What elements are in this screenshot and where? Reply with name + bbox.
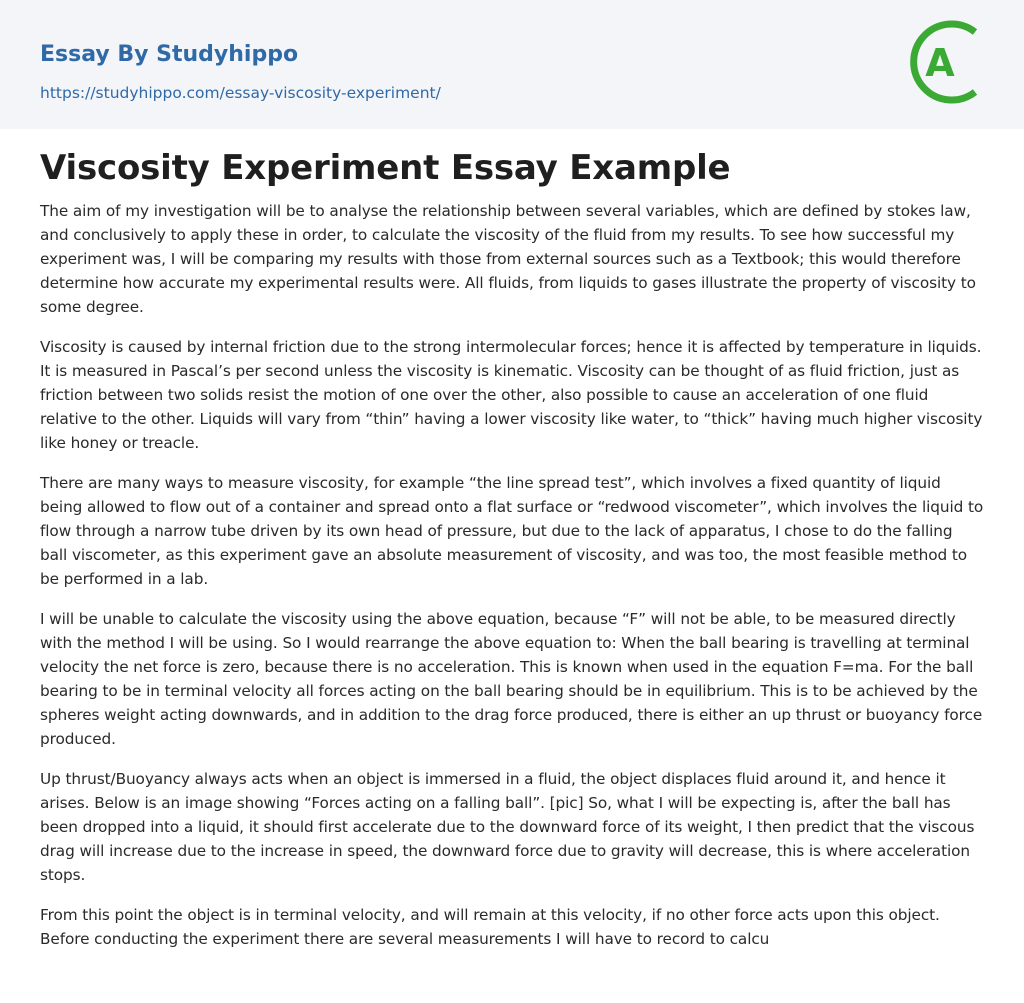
essay-url-link[interactable]: https://studyhippo.com/essay-viscosity-experiment/	[40, 84, 441, 102]
paragraph: From this point the object is in terminal velocity, and will remain at this velocity, if no other force acts upon this object. Before conducting the experiment there are several measurements I will have to record to calcu	[40, 906, 940, 948]
paragraph: Viscosity is caused by internal friction due to the strong intermolecular forces; hence it is affected by temperature in liquids. It is measured in Pascal’s per second unless the viscosity is kinematic. Viscosity can be thought of as fluid friction, just as friction between two solids resist the motion of one over the other, also possible to cause an acceleration of one fluid relative to the other. Liquids will vary from “thin” having a lower viscosity like water, to “thick” having much higher viscosity like honey or treacle.	[40, 338, 983, 452]
paragraph: The aim of my investigation will be to analyse the relationship between several variables, which are defined by stokes law, and conclusively to apply these in order, to calculate the viscosity of the fluid from my results. To see how successful my experiment was, I will be comparing my results with those from external sources such as a Textbook; this would therefore determine how accurate my experimental results were. All fluids, from liquids to gases illustrate the property of viscosity to some degree.	[40, 202, 976, 316]
site-title[interactable]: Essay By Studyhippo	[40, 42, 299, 67]
page-title: Viscosity Experiment Essay Example	[40, 148, 731, 188]
article-content	[40, 145, 984, 967]
paragraph: I will be unable to calculate the viscosity using the above equation, because “F” will not be able, to be measured directly with the method I will be using. So I would rearrange the above equation to: When the ball bearing is travelling at terminal velocity the net force is zero, because there is no acceleration. This is known when used in the equation F=ma. For the ball bearing to be in terminal velocity all forces acting on the ball bearing should be in equilibrium. This is to be achieved by the spheres weight acting downwards, and in addition to the drag force produced, there is either an up thrust or buoyancy force produced.	[40, 610, 983, 748]
paragraph: Up thrust/Buoyancy always acts when an object is immersed in a fluid, the object displaces fluid around it, and hence it arises. Below is an image showing “Forces acting on a falling ball”. [pic] So, what I will be expecting is, after the ball has been dropped into a liquid, it should first accelerate due to the downward force of its weight, I then predict that the viscous drag will increase due to the increase in speed, the downward force due to gravity will decrease, this is where acceleration stops.	[40, 770, 975, 884]
paragraph: There are many ways to measure viscosity, for example “the line spread test”, which involves a fixed quantity of liquid being allowed to flow out of a container and spread onto a flat surface or “redwood viscometer”, which involves the liquid to flow through a narrow tube driven by its own head of pressure, but due to the lack of apparatus, I chose to do the falling ball viscometer, as this experiment gave an absolute measurement of viscosity, and was too, the most feasible method to be performed in a lab.	[40, 474, 984, 588]
site-header	[0, 0, 1024, 129]
logo-letter: A	[925, 41, 955, 85]
studyhippo-logo-icon[interactable]	[899, 18, 987, 106]
